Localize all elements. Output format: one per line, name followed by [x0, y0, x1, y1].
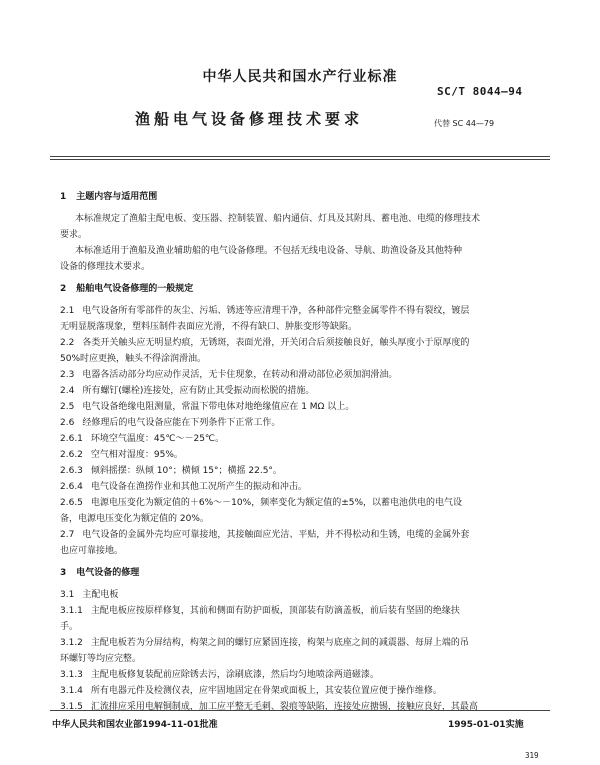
clause-line: [60, 463, 282, 476]
clause-text: 空气相对湿度：95%。: [90, 450, 183, 460]
paragraph-continuation: [60, 351, 206, 364]
clause-line: [60, 527, 469, 540]
paragraph-continuation: [60, 511, 209, 524]
section-heading: [60, 565, 139, 578]
clause-line: [60, 495, 462, 508]
clause-line: [60, 479, 307, 492]
clause-text: 环螺钉等均应完整。: [60, 654, 142, 664]
clause-number: 3.1: [60, 590, 75, 600]
clause-line: [60, 431, 224, 444]
clause-number: 2.6.5: [60, 498, 83, 508]
page-number: 319: [525, 751, 539, 760]
clause-line: [60, 415, 280, 428]
clause-number: 2: [60, 284, 67, 294]
header-rule-top: [50, 156, 550, 157]
clause-text: 无明显脱落现象，塑料压制件表面应光滑，不得有缺口、肿胀变形等缺陷。: [60, 322, 358, 332]
clause-number: 2.6.3: [60, 466, 83, 476]
replaces-note: 代替 SC 44—79: [434, 119, 495, 128]
clause-number: 2.7: [60, 530, 75, 540]
clause-text: 倾斜摇摆：纵倾 10°；横倾 15°；横摇 22.5°。: [90, 466, 282, 476]
clause-text: 主题内容与适用范围: [76, 192, 158, 202]
footer-rule: [50, 710, 550, 711]
clause-number: 2.4: [60, 386, 75, 396]
clause-number: 3: [60, 568, 67, 578]
clause-text: 电气设备所有零部件的灰尘、污垢、锈迹等应清理干净，各种部件完整金属零件不得有裂纹，镀层: [82, 306, 470, 316]
paragraph-line: [75, 211, 480, 224]
paragraph-line: [75, 243, 462, 256]
clause-text: 备，电源电压变化为额定值的 20%。: [60, 514, 209, 524]
clause-text: 本标准规定了渔船主配电板、变压器、控制装置、船内通信、灯具及其附具、蓄电池、电缆的修理技术: [75, 214, 481, 224]
clause-line: [60, 683, 442, 696]
clause-text: 要求。: [60, 230, 88, 240]
approval-line: 中华人民共和国农业部1994-11-01批准: [52, 720, 218, 730]
clause-line: [60, 667, 379, 680]
clause-line: [60, 335, 469, 348]
clause-text: 环境空气温度：45℃～－25℃。: [90, 434, 225, 444]
clause-number: 3.1.3: [60, 670, 83, 680]
paragraph-continuation: [60, 543, 123, 556]
clause-number: 2.6.4: [60, 482, 83, 492]
clause-text: 本标准适用于渔船及渔业辅助船的电气设备修理。不包括无线电设备、导航、助渔设备及其他特种: [75, 246, 463, 256]
clause-text: 50%时应更换，触头不得涂润滑油。: [60, 354, 207, 364]
clause-text: 电气设备的金属外壳均应可靠接地，其接触面应光洁、平贴，并不得松动和生锈，电缆的金属外套: [82, 530, 470, 540]
paragraph-continuation: [60, 227, 87, 240]
paragraph-continuation: [60, 619, 78, 632]
clause-text: 电气设备绝缘电阻测量，常温下带电体对地绝缘值应在 1 MΩ 以上。: [82, 402, 355, 412]
effective-date: 1995-01-01实施: [448, 720, 524, 730]
paragraph-continuation: [60, 319, 357, 332]
clause-line: [60, 447, 183, 460]
header-rule-bottom: [50, 159, 550, 160]
clause-text: 所有电器元件及检测仪表，应牢固地固定在骨架或面板上，其安装位置应便于操作维修。: [90, 686, 442, 696]
paragraph-continuation: [60, 259, 150, 272]
clause-text: 主配电板: [82, 590, 119, 600]
standard-category-title: 中华人民共和国水产行业标准: [202, 69, 398, 85]
clause-line: [60, 635, 469, 648]
clause-line: [60, 303, 469, 316]
section-heading: [60, 189, 157, 202]
clause-text: 电气设备在渔捞作业和其他工况所产生的振动和冲击。: [90, 482, 307, 492]
clause-text: 主配电板修复装配前应除锈去污，涂刷底漆，然后均匀地喷涂两道磁漆。: [90, 670, 379, 680]
clause-text: 汇流排应采用电解铜制成，加工应平整无毛刺、裂痕等缺陷，连接处应搪锡，接触应良好，其最高: [90, 702, 478, 712]
clause-number: 3.1.5: [60, 702, 83, 712]
clause-number: 2.3: [60, 370, 75, 380]
document-title: 渔船电气设备修理技术要求: [135, 110, 364, 128]
clause-text: 也应可靠接地。: [60, 546, 124, 556]
clause-line: [60, 367, 397, 380]
clause-text: 电气设备的修理: [76, 568, 140, 578]
standard-code: SC/T 8044—94: [437, 85, 523, 98]
clause-number: 2.6: [60, 418, 75, 428]
clause-line: [60, 399, 354, 412]
clause-number: 2.6.1: [60, 434, 83, 444]
clause-line: [60, 587, 118, 600]
clause-number: 3.1.2: [60, 638, 83, 648]
clause-number: 3.1.4: [60, 686, 83, 696]
clause-text: 各类开关触头应无明显灼痕，无锈斑，表面光滑，开关闭合后须接触良好，触头厚度小于原厚度的: [82, 338, 470, 348]
clause-text: 手。: [60, 622, 79, 632]
clause-number: 3.1.1: [60, 606, 83, 616]
clause-number: 2.2: [60, 338, 75, 348]
clause-text: 经修理后的电气设备应能在下列条件下正常工作。: [82, 418, 281, 428]
clause-line: [60, 603, 460, 616]
paragraph-continuation: [60, 651, 141, 664]
clause-text: 主配电板若为分屏结构，构架之间的螺钉应紧固连接，构架与底座之间的减震器、每屏上端的吊: [90, 638, 469, 648]
clause-number: 2.1: [60, 306, 75, 316]
clause-text: 主配电板应按原样修复，其前和侧面有防护面板，顶部装有防滴盖板，前后装有坚固的绝缘扶: [90, 606, 460, 616]
clause-text: 所有螺钉(螺栓)连接处，应有防止其受振动而松脱的措施。: [82, 386, 315, 396]
clause-text: 船舶电气设备修理的一般规定: [76, 284, 194, 294]
clause-number: 2.6.2: [60, 450, 83, 460]
clause-text: 电器各活动部分均应动作灵活，无卡住现象，在转动和滑动部位必须加润滑油。: [82, 370, 398, 380]
clause-line: [60, 383, 314, 396]
section-heading: [60, 281, 193, 294]
clause-number: 1: [60, 192, 67, 202]
clause-text: 设备的修理技术要求。: [60, 262, 151, 272]
clause-number: 2.5: [60, 402, 75, 412]
clause-text: 电源电压变化为额定值的＋6%～－10%，频率变化为额定值的±5%，以蓄电池供电的电气设: [90, 498, 463, 508]
